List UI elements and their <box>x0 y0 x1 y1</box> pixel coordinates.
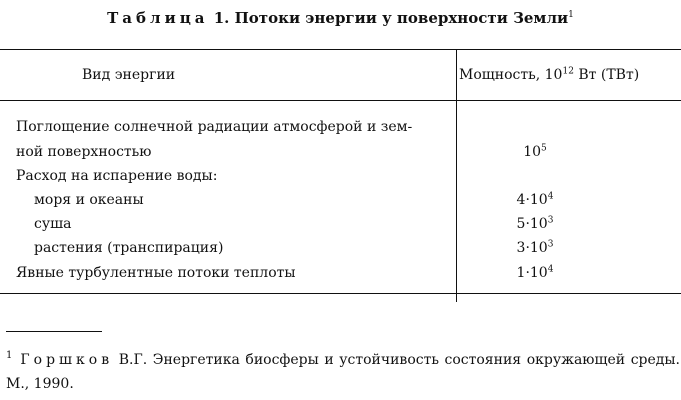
row-label: суша <box>34 216 72 232</box>
row-value <box>500 239 570 257</box>
footnote <box>6 348 680 396</box>
footnote-text: Энергетика биосферы и устойчивость состояния окружающей среды. М., 1990. <box>6 352 681 392</box>
row-value-mantissa: 10 <box>523 144 542 160</box>
row-value-exponent: 4 <box>547 264 554 275</box>
table-top-rule <box>0 49 681 50</box>
row-label-line1: Поглощение солнечной радиации атмосферой и зем- <box>16 119 413 135</box>
header-power-label: Мощность, 10 <box>459 67 563 83</box>
header-power <box>459 65 639 85</box>
header-power-unit: Вт (ТВт) <box>578 67 640 83</box>
caption-title: Потоки энергии у поверхности Земли <box>234 9 569 27</box>
table-caption <box>0 8 681 28</box>
row-label: моря и океаны <box>34 192 144 208</box>
row-value-mantissa: 3·10 <box>516 240 548 256</box>
row-value <box>500 191 570 209</box>
row-value-exponent: 4 <box>547 191 554 202</box>
footnote-mark: 1 <box>6 350 13 362</box>
row-value-mantissa: 4·10 <box>516 192 548 208</box>
row-group-heading: Расход на испарение воды: <box>16 168 218 184</box>
row-value-exponent: 3 <box>547 239 554 250</box>
table-bottom-rule <box>0 293 681 294</box>
row-value <box>500 215 570 233</box>
caption-label: Таблица <box>107 9 209 27</box>
table-header-rule <box>0 100 681 101</box>
row-value <box>500 264 570 282</box>
row-value-mantissa: 5·10 <box>516 216 548 232</box>
row-label: растения (транспирация) <box>34 240 224 256</box>
row-value-exponent: 3 <box>547 215 554 226</box>
row-value <box>500 143 570 161</box>
table-column-divider <box>456 49 457 302</box>
row-value-exponent: 5 <box>541 143 547 154</box>
header-kind: Вид энергии <box>82 67 176 83</box>
caption-footnote-ref: 1 <box>568 10 574 20</box>
header-power-exponent: 12 <box>562 66 574 77</box>
row-value-mantissa: 1·10 <box>516 265 548 281</box>
footnote-initials: В.Г. <box>118 352 148 368</box>
row-label: Явные турбулентные потоки теплоты <box>16 265 296 281</box>
row-label-line2: ной поверхностью <box>16 144 152 160</box>
footnote-author: Горшков <box>20 352 114 368</box>
caption-number: 1. <box>213 9 230 27</box>
footnote-rule <box>6 331 102 332</box>
